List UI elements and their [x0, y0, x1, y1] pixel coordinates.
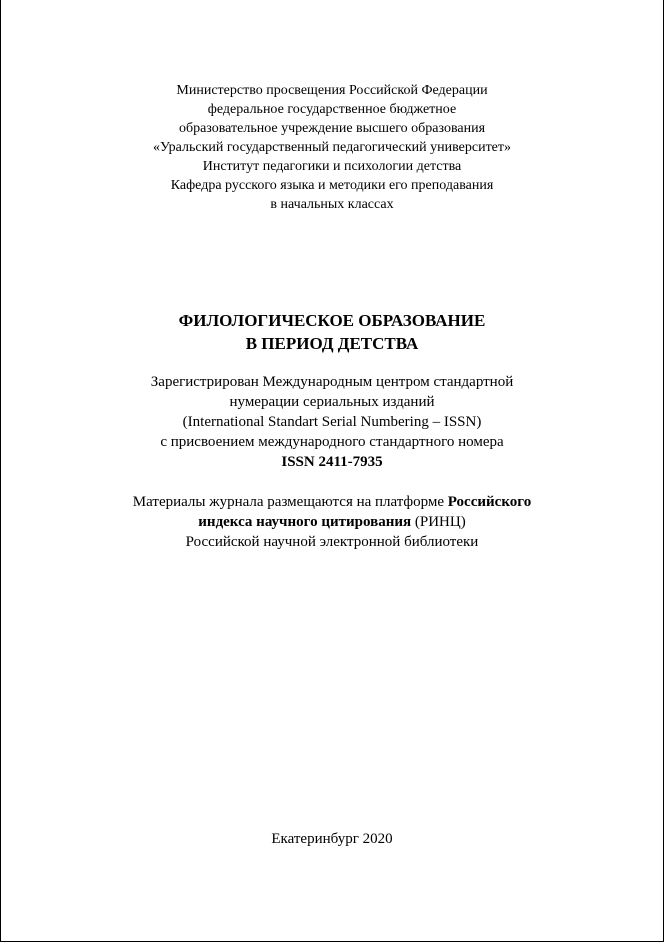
registration-line: (International Standart Serial Numbering – ISSN): [182, 414, 482, 430]
rinc-bold-text: Российского: [447, 494, 532, 510]
rinc-line-3: Российской научной электронной библиотеки: [185, 534, 479, 550]
journal-title: [0, 309, 664, 355]
rinc-block: [0, 492, 664, 552]
rinc-line-1: [0, 492, 664, 512]
institution-line: федеральное государственное бюджетное: [207, 102, 457, 117]
registration-line: с присвоением международного стандартного номера: [160, 434, 504, 450]
institution-block: [0, 81, 664, 214]
institution-line: «Уральский государственный педагогический университет»: [152, 140, 512, 155]
institution-line: в начальных классах: [270, 197, 394, 212]
registration-line: нумерации сериальных изданий: [229, 394, 435, 410]
institution-line: Кафедра русского языка и методики его преподавания: [170, 178, 494, 193]
rinc-text: (РИНЦ): [411, 514, 466, 530]
institution-line: образовательное учреждение высшего образования: [178, 121, 486, 136]
city-year: Екатеринбург 2020: [271, 831, 393, 847]
journal-title-line-1: ФИЛОЛОГИЧЕСКОЕ ОБРАЗОВАНИЕ: [178, 311, 486, 330]
journal-title-line-2: В ПЕРИОД ДЕТСТВА: [245, 334, 419, 353]
registration-block: [0, 372, 664, 472]
institution-line: Институт педагогики и психологии детства: [202, 159, 462, 174]
rinc-bold-text: индекса научного цитирования: [198, 514, 412, 530]
institution-line: Министерство просвещения Российской Федерации: [176, 83, 488, 98]
issn-number: ISSN 2411-7935: [281, 454, 383, 470]
registration-line: Зарегистрирован Международным центром стандартной: [150, 374, 514, 390]
rinc-line-2: [0, 512, 664, 532]
rinc-text: Материалы журнала размещаются на платформе: [132, 494, 448, 510]
